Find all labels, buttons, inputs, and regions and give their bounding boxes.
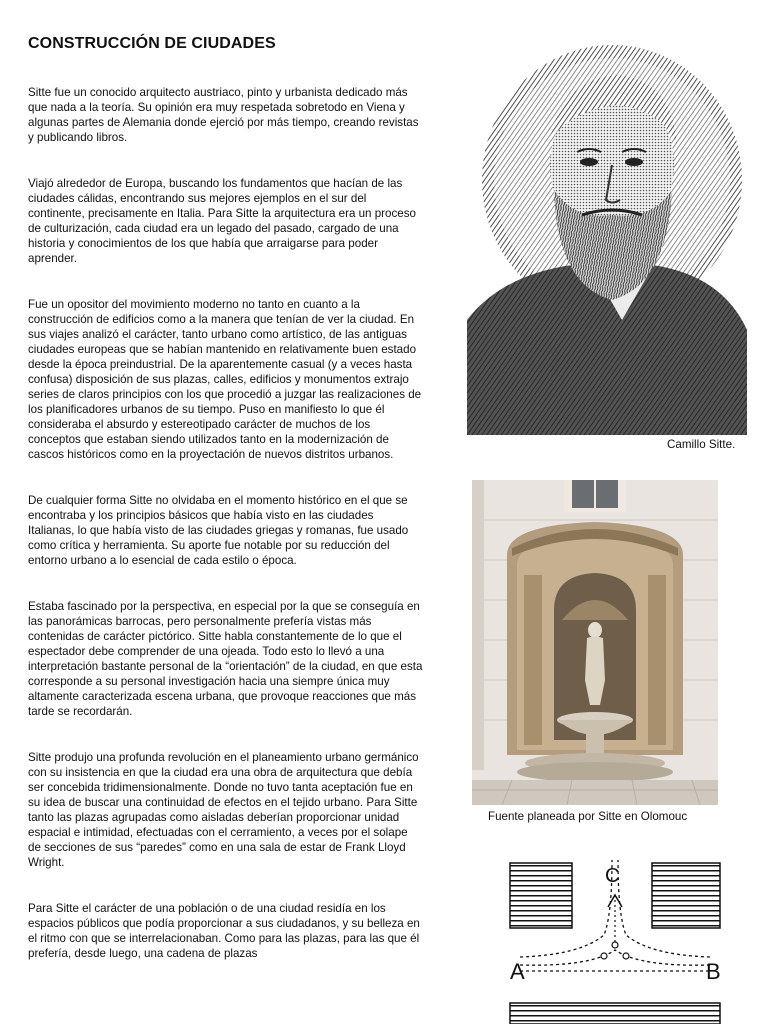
street-plan-diagram [500, 855, 730, 1024]
page-title: CONSTRUCCIÓN DE CIUDADES [28, 35, 276, 52]
paragraph: Fue un opositor del movimiento moderno no tanto en cuanto a la construcción de edificios como a la manera que tenían de ver la ciudad. En sus viajes analizó el carácter, tanto urbano como artístico, de las antiguas ciudades europeas que se habían mantenido en relativamente buen estado desde la época preindustrial. De la aparentemente casual (y a veces hasta confusa) disposición de sus plazas, calles, edificios y monumentos extrajo series de claros principios con los que procedió a juzgar las realizaciones de los planificadores urbanos de su tiempo. Puso en manifiesto lo que él consideraba el absurdo y estereotipado carácter de muchos de los conceptos que estaban siendo utilizados tanto en la modernización de cascos históricos como en la proyectación de nuevos distritos urbanos. [28, 298, 422, 461]
plan-label-a: A [510, 959, 525, 984]
plan-label-b: B [706, 959, 721, 984]
paragraph: Estaba fascinado por la perspectiva, en especial por la que se conseguía en las panorámicas barrocas, pero personalmente prefería vistas más contenidas de carácter pictórico. Sitte habla constantemente de lo que el espectador debe comprender de una ojeada. Todo esto lo llevó a una interpretación bastante personal de la “orientación” de la ciudad, en que esta corresponde a su personal investigación hacia una siempre única muy altamente caracterizada escena urbana, que provoque reacciones que más tarde se recordarán. [28, 600, 423, 718]
paragraph: Sitte fue un conocido arquitecto austriaco, pinto y urbanista dedicado más que nada a la teoría. Su opinión era muy respetada sobretodo en Viena y algunas partes de Alemania donde ejerció por más tiempo, creando revistas y publicando libros. [28, 86, 419, 144]
paragraph: Sitte produjo una profunda revolución en el planeamiento urbano germánico con su insistencia en que la ciudad era una obra de arquitectura que debía ser concebida tridimensionalmente. Donde no tuvo tanta aceptación fue en su idea de buscar una continuidad de efectos en el tejido urbano. Para Sitte tanto las plazas agrupadas como aisladas deberían proporcionar unidad espacial e intimidad, efectuadas con el cerramiento, a veces por el solape de secciones de sus “paredes” como en una sala de estar de Frank Lloyd Wright. [28, 751, 419, 869]
portrait-image [462, 30, 750, 440]
paragraph: De cualquier forma Sitte no olvidaba en el momento histórico en el que se encontraba y los principios básicos que había visto en las ciudades Italianas, lo que había visto de las ciudades griegas y romanas, fue usado como crítica y herramienta. Su aporte fue notable por su reducción del entorno urbano a lo esencial de cada estilo o época. [28, 494, 409, 567]
article-body [28, 85, 423, 992]
portrait-caption: Camillo Sitte. [667, 438, 736, 451]
paragraph: Para Sitte el carácter de una población o de una ciudad residía en los espacios públicos que podía proporcionar a sus ciudadanos, y su belleza en el ritmo con que se interrelacionaban. Como para las plazas, para las que él prefería, desde luego, una cadena de plazas [28, 902, 420, 960]
fountain-image [472, 480, 718, 805]
fountain-caption: Fuente planeada por Sitte en Olomouc [488, 810, 688, 823]
plan-label-c: C [605, 865, 620, 887]
paragraph: Viajó alrededor de Europa, buscando los fundamentos que hacían de las ciudades cálidas, encontrando sus mejores ejemplos en el sur del continente, precisamente en Italia. Para Sitte la arquitectura era un proceso de culturización, cada ciudad era un legado del pasado, cargado de una historia y conocimientos de los que había que arraigarse para poder aprender. [28, 177, 416, 265]
